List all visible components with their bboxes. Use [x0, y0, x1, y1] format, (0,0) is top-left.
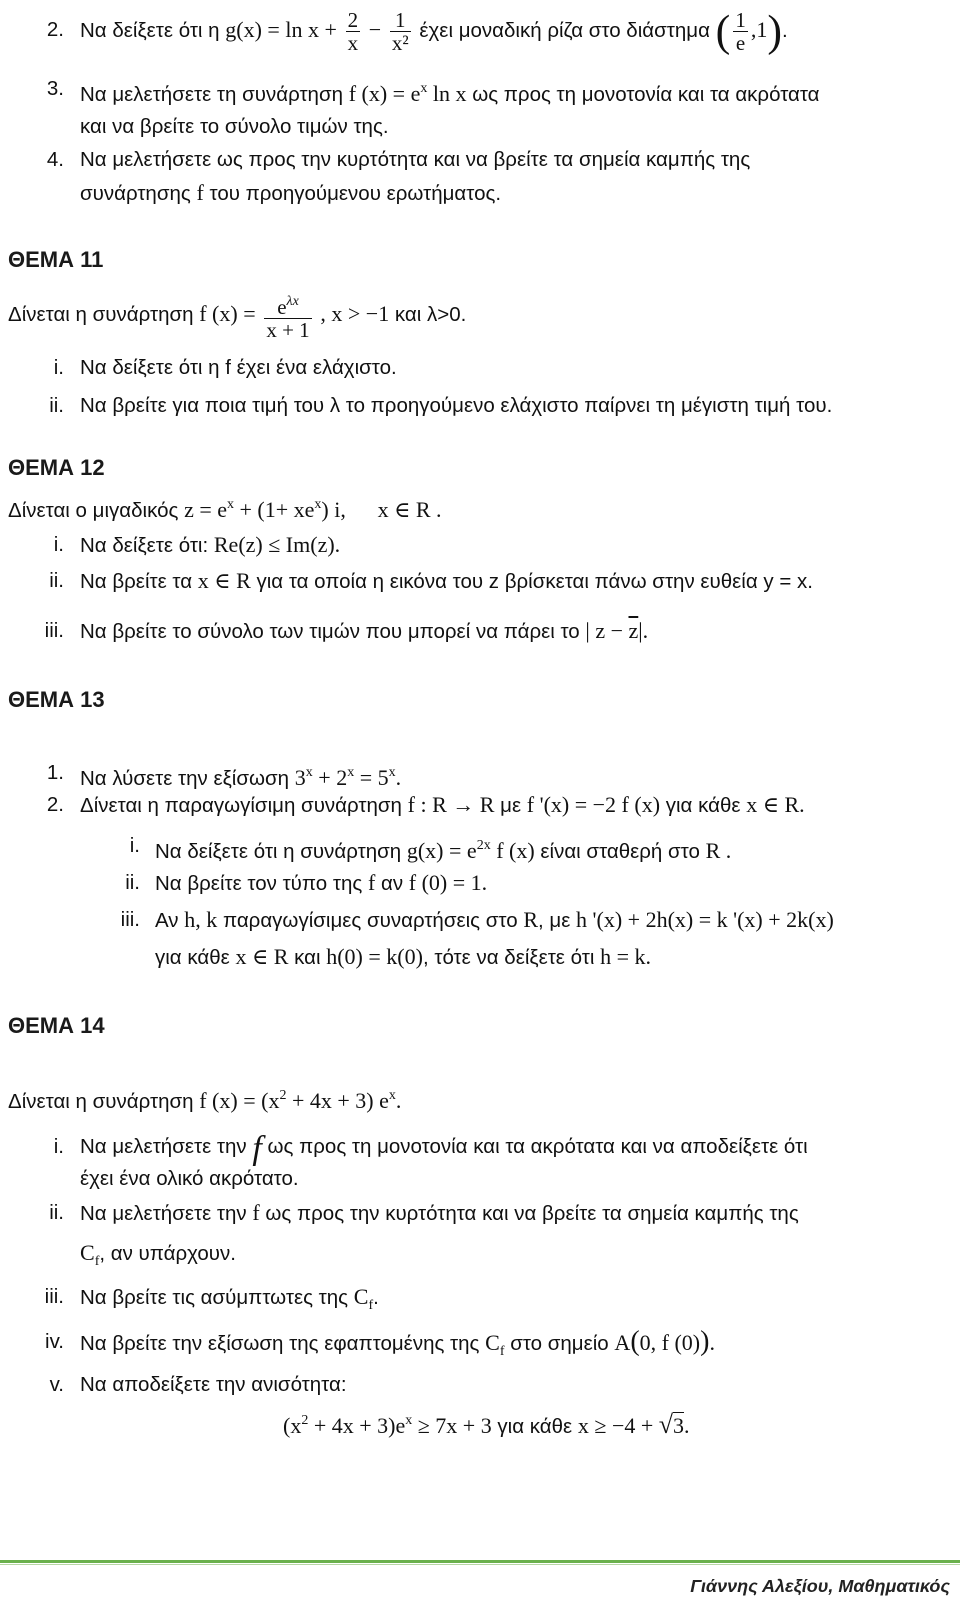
item-number: v. [49, 1373, 64, 1396]
fraction-numerator [264, 291, 311, 319]
fraction [264, 291, 311, 341]
item-text: για τα οποία η εικόνα του z βρίσκεται πάνω στην ευθεία y = x. [256, 570, 813, 593]
punctuation: . [373, 1286, 379, 1309]
superscript: x [388, 765, 396, 780]
thema13-q2 [80, 792, 805, 819]
item-text: για κάθε [497, 1415, 573, 1438]
thema13-q1 [80, 760, 401, 792]
math-expression: h = k. [600, 944, 652, 969]
item-number: iv. [45, 1330, 64, 1353]
section-heading: ΘΕΜΑ 11 [8, 247, 104, 272]
item-text: ως προς την κυρτότητα και να βρείτε τα σημεία καμπής της [265, 1202, 799, 1225]
section-heading: ΘΕΜΑ 13 [8, 687, 105, 712]
intro-text: Δίνεται ο μιγαδικός [8, 499, 179, 522]
item-text: Να μελετήσετε την [80, 1135, 247, 1158]
item-text: Να λύσετε την εξίσωση [80, 767, 290, 790]
math-part: e [277, 294, 287, 319]
thema12-item-ii [80, 568, 813, 595]
punctuation: . [709, 1330, 715, 1355]
math-part: z = e [184, 497, 227, 522]
punctuation: . [781, 19, 788, 42]
math-part: + (1+ xe [234, 497, 315, 522]
fraction-denominator: x + 1 [266, 317, 310, 342]
superscript: 2 [279, 1088, 287, 1103]
math-part: g(x) = e [406, 838, 477, 863]
item-text: έχει μοναδική ρίζα στο διάστημα [419, 19, 710, 42]
punctuation: . [395, 1088, 402, 1113]
thema13-sub-iii-line-1 [155, 907, 834, 934]
math-part: ) i, [321, 497, 346, 522]
fraction-denominator: e [735, 31, 746, 56]
math-part: + 2 [312, 765, 348, 790]
thema13-sub-ii [155, 870, 487, 897]
item-number: iii. [44, 619, 64, 642]
thema14-item-i-line-2: έχει ένα ολικό ακρότατο. [80, 1167, 299, 1190]
math-symbol: f [252, 1130, 262, 1167]
math-part: f (x) [490, 838, 535, 863]
superscript: x [405, 1413, 413, 1428]
math-symbol: C [485, 1330, 500, 1355]
math-expression: ,1 [750, 17, 768, 42]
item-number: ii. [49, 569, 64, 592]
item-number: 3. [46, 77, 64, 100]
item-number: 2. [46, 793, 64, 816]
math-expression: g(x) = ln x + [225, 17, 337, 42]
math-part: = 5 [354, 765, 389, 790]
math-part: f (x) = e [348, 81, 421, 106]
math-part: ln x [427, 81, 467, 106]
math-symbol: f [196, 180, 204, 205]
math-expression: f (x) = [199, 301, 256, 326]
footer-rule [0, 1560, 960, 1563]
item-text: και [294, 946, 321, 969]
interval-paren: ) [767, 6, 782, 56]
math-expression: Re(z) ≤ Im(z). [213, 532, 341, 557]
math-expression: x ∈ R [235, 944, 289, 969]
item-text: Να δείξετε ότι η f έχει ένα ελάχιστο. [80, 356, 397, 379]
math-part: x ≥ −4 + [577, 1413, 659, 1438]
math-expression [199, 1088, 401, 1113]
paren: ) [700, 1326, 710, 1357]
thema14-item-iv [80, 1326, 715, 1365]
item-text: Να δείξετε ότι η συνάρτηση [155, 840, 402, 863]
math-expression: f '(x) = −2 f (x) [526, 792, 661, 817]
fraction-numerator: 1 [390, 9, 411, 32]
subscript: f [368, 1298, 374, 1313]
item-text: με [500, 794, 522, 817]
item-3-line-1 [80, 76, 820, 108]
math-symbol: f [252, 1200, 260, 1225]
condition-text: και λ>0. [394, 303, 467, 326]
math-expression [349, 81, 467, 106]
math-expression [407, 838, 535, 863]
math-part: f (x) = (x [199, 1088, 280, 1113]
thema14-intro-line [8, 1083, 401, 1115]
superscript: x [420, 81, 428, 96]
paren: ( [630, 1326, 640, 1357]
math-symbol: R . [705, 838, 732, 863]
footer-rule-thin [0, 1564, 960, 1565]
item-text: ως προς τη μονοτονία και τα ακρότατα και να αποδείξετε ότι [267, 1135, 808, 1158]
thema14-item-iii [80, 1284, 379, 1319]
math-part: |. [638, 618, 649, 643]
item-text: Να βρείτε για ποια τιμή του λ το προηγούμενο ελάχιστο παίρνει τη μέγιστη τιμή του. [80, 394, 833, 417]
item-text: Να δείξετε ότι: [80, 534, 209, 557]
math-operator: − [368, 17, 382, 42]
item-text: Να βρείτε τον τύπο της [155, 872, 363, 895]
math-symbol: f [367, 870, 376, 895]
subscript: f [94, 1254, 100, 1269]
item-number: 1. [46, 761, 64, 784]
thema14-item-v: Να αποδείξετε την ανισότητα: [80, 1373, 347, 1396]
item-3-line-2: και να βρείτε το σύνολο τιμών της. [80, 115, 389, 138]
item-number: ii. [49, 394, 64, 417]
math-expression [184, 497, 346, 522]
point-coords: 0, f (0) [639, 1330, 701, 1355]
thema11-intro-line [8, 286, 466, 342]
item-text: παραγωγίσιμες συναρτήσεις στο [222, 909, 518, 932]
sub-item-number: iii. [120, 908, 140, 931]
section-heading: ΘΕΜΑ 14 [8, 1013, 105, 1038]
item-text: Να βρείτε τις ασύμπτωτες της [80, 1286, 349, 1309]
intro-text: Δίνεται η συνάρτηση [8, 303, 194, 326]
superscript: x [314, 497, 322, 512]
item-text: Να δείξετε ότι η [80, 19, 220, 42]
math-part: + 4x + 3) e [286, 1088, 389, 1113]
thema14-item-ii-line-2 [80, 1240, 236, 1275]
math-expression: x ∈ R. [746, 792, 805, 817]
item-text: είναι σταθερή στο [540, 840, 700, 863]
item-number: ii. [49, 1201, 64, 1224]
item-number: iii. [44, 1285, 64, 1308]
math-expression: h, k [184, 907, 218, 932]
math-expression [283, 1413, 492, 1438]
thema12-item-iii [80, 618, 648, 645]
fraction [390, 9, 411, 54]
item-number: i. [53, 1135, 64, 1158]
item-4-line-2 [80, 180, 501, 207]
math-expression: f : R → R [407, 792, 495, 817]
math-symbol: R [523, 907, 538, 932]
item-text: για κάθε [665, 794, 741, 817]
math-expression [295, 765, 401, 790]
sub-item-number: ii. [125, 871, 140, 894]
thema12-item-i [80, 532, 340, 559]
item-number: 4. [46, 148, 64, 171]
item-text: στο σημείο [510, 1332, 609, 1355]
math-part: + 4x + 3)e [308, 1413, 406, 1438]
math-condition: x ∈ R . [377, 497, 442, 522]
superscript: x [227, 497, 234, 512]
item-text: , αν υπάρχουν. [99, 1242, 236, 1265]
thema13-sub-i [155, 833, 731, 865]
intro-text: Δίνεται η συνάρτηση [8, 1090, 194, 1113]
superscript: 2x [476, 838, 491, 853]
thema14-inequality [283, 1408, 690, 1440]
fraction [733, 9, 748, 54]
math-expression: x ∈ R [197, 568, 251, 593]
fraction [346, 9, 361, 54]
item-number: i. [53, 533, 64, 556]
math-expression [585, 618, 648, 643]
item-number: 2. [46, 18, 64, 41]
footer-author: Γιάννης Αλεξίου, Μαθηματικός [690, 1576, 950, 1596]
item-text: ως προς τη μονοτονία και τα ακρότατα [472, 83, 820, 106]
math-part: ≥ 7x + 3 [412, 1413, 492, 1438]
punctuation: . [395, 765, 402, 790]
section-heading: ΘΕΜΑ 12 [8, 455, 105, 480]
item-text: συνάρτησης [80, 182, 191, 205]
item-text: Να βρείτε τα [80, 570, 193, 593]
fraction-numerator: 1 [735, 8, 746, 33]
item-text: Να βρείτε το σύνολο των τιμών που μπορεί να πάρει το [80, 620, 580, 643]
math-symbol: C [353, 1284, 369, 1309]
math-symbol: C [80, 1240, 95, 1265]
superscript: x [388, 1088, 396, 1103]
math-condition: , x > −1 [320, 301, 390, 326]
superscript: λx [286, 293, 299, 309]
thema14-item-i-line-1 [80, 1130, 808, 1167]
item-text: , τότε να δείξετε ότι [422, 946, 595, 969]
item-text: Να βρείτε την εξίσωση της εφαπτομένης της [80, 1332, 480, 1355]
fraction-denominator: x² [391, 31, 409, 56]
math-expression: h '(x) + 2h(x) = k '(x) + 2k(x) [576, 907, 834, 932]
subscript: f [499, 1344, 505, 1359]
conjugate-z: $\overline{z}$ [628, 618, 639, 643]
math-expression: f (0) = 1. [408, 870, 488, 895]
math-part: (x [283, 1413, 302, 1438]
item-text: Να μελετήσετε τη συνάρτηση [80, 83, 343, 106]
item-text: Δίνεται η παραγωγίσιμη συνάρτηση [80, 794, 402, 817]
fraction-numerator: 2 [347, 8, 359, 33]
item-text: του προηγούμενου ερωτήματος. [209, 182, 502, 205]
math-part: | z − [585, 618, 629, 643]
item-4-line-1: Να μελετήσετε ως προς την κυρτότητα και να βρείτε τα σημεία καμπής της [80, 148, 751, 171]
thema12-intro-line [8, 492, 442, 524]
item-text: για κάθε [155, 946, 230, 969]
item-text: , με [538, 909, 571, 932]
item-text: Αν [155, 909, 179, 932]
sqrt-sign: √ [658, 1410, 674, 1439]
superscript: x [305, 765, 313, 780]
item-text: αν [380, 872, 404, 895]
fraction-denominator: x [347, 31, 359, 56]
math-expression [614, 1326, 715, 1357]
sqrt-radicand: 3 [673, 1413, 685, 1438]
point-label: A [614, 1330, 631, 1355]
sub-item-number: i. [129, 834, 140, 857]
interval-paren: ( [715, 6, 731, 56]
math-expression [577, 1410, 690, 1439]
superscript: x [347, 765, 355, 780]
math-expression: h(0) = k(0) [326, 944, 423, 969]
math-part: 3 [294, 765, 306, 790]
item-number: i. [53, 356, 64, 379]
item-2-line [80, 6, 788, 56]
item-text: Να μελετήσετε την [80, 1202, 247, 1225]
punctuation: . [684, 1413, 690, 1438]
thema14-item-ii-line-1 [80, 1200, 799, 1227]
thema13-sub-iii-line-2 [155, 944, 651, 971]
superscript: 2 [301, 1413, 309, 1428]
